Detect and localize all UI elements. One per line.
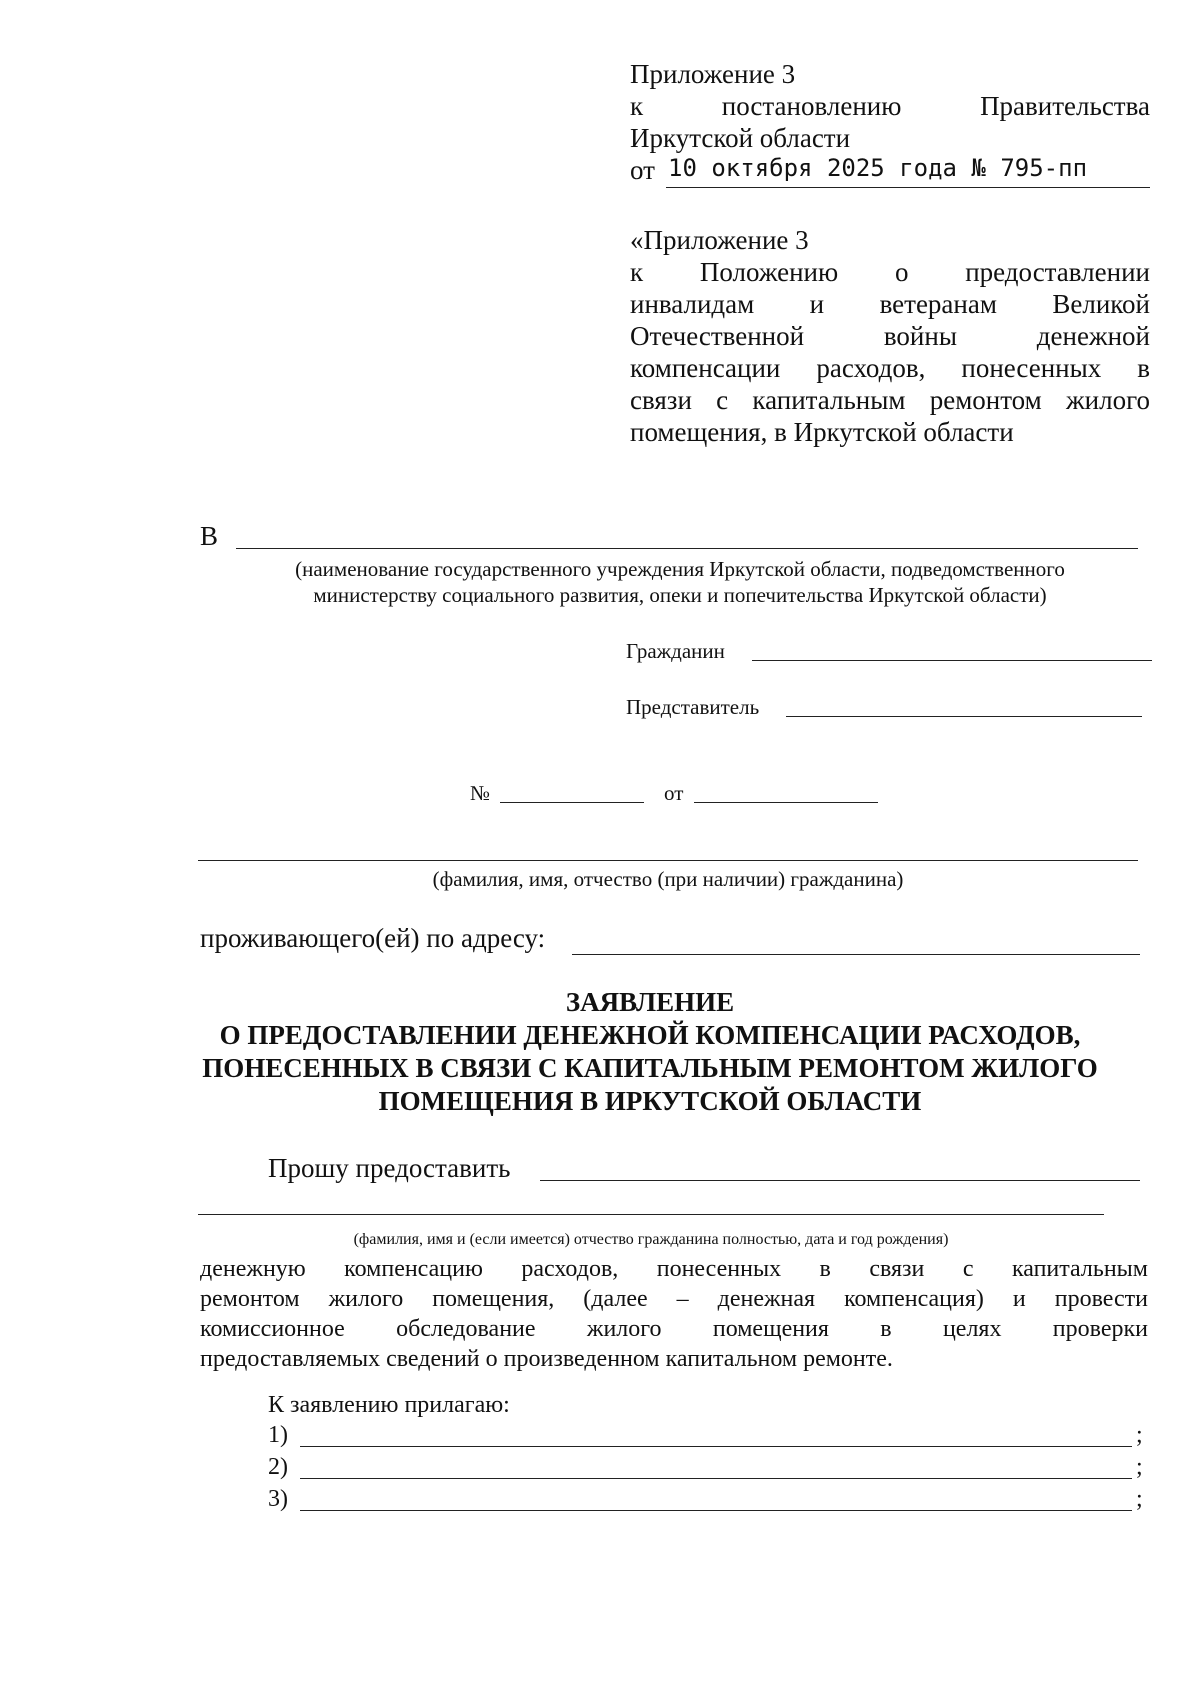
appendix-word: к xyxy=(630,91,644,121)
date-underline xyxy=(666,187,1150,188)
inner-line: инвалидам и ветеранам Великой xyxy=(630,289,1150,319)
request-hint: (фамилия, имя и (если имеется) отчество гражданина полностью, дата и год рождения) xyxy=(353,1231,949,1248)
request-field[interactable] xyxy=(540,1180,1140,1181)
fio-field[interactable] xyxy=(198,860,1138,861)
date-prefix: от xyxy=(630,155,655,185)
representative-label: Представитель xyxy=(626,695,760,719)
address-label: проживающего(ей) по адресу: xyxy=(200,923,546,953)
appendix-title: Приложение 3 xyxy=(630,59,796,89)
attachment-end: ; xyxy=(1136,1486,1143,1512)
appendix-word: Правительства xyxy=(980,91,1150,121)
from-label: от xyxy=(664,781,684,805)
request-label: Прошу предоставить xyxy=(268,1153,511,1183)
address-field[interactable] xyxy=(572,954,1140,955)
number-field[interactable] xyxy=(500,802,644,803)
addressee-hint-line: министерству социального развития, опеки и попечительства Иркутской области) xyxy=(313,583,1047,607)
appendix-line2 xyxy=(630,90,1150,122)
addressee-field[interactable] xyxy=(236,548,1138,549)
attachment-end: ; xyxy=(1136,1454,1143,1480)
attachment-field-1[interactable] xyxy=(300,1446,1132,1447)
appendix-date-row xyxy=(630,154,1150,188)
body-line: ремонтом жилого помещения, (далее – денежная компенсация) и провести xyxy=(200,1286,1148,1312)
addressee-prefix: В xyxy=(200,521,219,551)
inner-line: компенсации расходов, понесенных в xyxy=(630,353,1150,383)
citizen-field[interactable] xyxy=(752,660,1152,661)
number-label: № xyxy=(470,781,491,805)
body-line: денежную компенсацию расходов, понесенных в связи с капитальным xyxy=(200,1256,1148,1282)
attachment-field-2[interactable] xyxy=(300,1478,1132,1479)
body-line: комиссионное обследование жилого помещения в целях проверки xyxy=(200,1316,1148,1342)
addressee-hint-line: (наименование государственного учреждения Иркутской области, подведомственного xyxy=(295,557,1065,581)
title-line: О ПРЕДОСТАВЛЕНИИ ДЕНЕЖНОЙ КОМПЕНСАЦИИ РАСХОДОВ, xyxy=(219,1020,1081,1050)
representative-field[interactable] xyxy=(786,716,1142,717)
attachment-field-3[interactable] xyxy=(300,1510,1132,1511)
appendix-inner xyxy=(630,224,1150,448)
appendix-word: постановлению xyxy=(721,91,902,121)
fio-hint: (фамилия, имя, отчество (при наличии) гражданина) xyxy=(432,867,904,891)
date-field[interactable] xyxy=(694,802,878,803)
appendix-header xyxy=(630,58,1150,188)
title-line: ПОМЕЩЕНИЯ В ИРКУТСКОЙ ОБЛАСТИ xyxy=(378,1086,922,1116)
inner-line: Отечественной войны денежной xyxy=(630,321,1150,351)
inner-line: помещения, в Иркутской области xyxy=(630,417,1014,447)
inner-line: «Приложение 3 xyxy=(630,225,809,255)
attachment-number: 1) xyxy=(268,1422,288,1448)
inner-line: связи с капитальным ремонтом жилого xyxy=(630,385,1150,415)
date-value: 10 октября 2025 года № 795-пп xyxy=(668,154,1088,182)
request-field-2[interactable] xyxy=(198,1214,1104,1215)
statement-title xyxy=(150,986,1150,1118)
addressee-hint xyxy=(200,556,1160,608)
body-line: предоставляемых сведений о произведенном капитальном ремонте. xyxy=(200,1346,893,1372)
citizen-label: Гражданин xyxy=(626,639,725,663)
body-paragraph xyxy=(200,1254,1148,1374)
title-line: ПОНЕСЕННЫХ В СВЯЗИ С КАПИТАЛЬНЫМ РЕМОНТОМ ЖИЛОГО xyxy=(202,1053,1098,1083)
inner-line: к Положению о предоставлении xyxy=(630,257,1150,287)
appendix-line3: Иркутской области xyxy=(630,123,851,153)
attachments-label: К заявлению прилагаю: xyxy=(268,1392,510,1418)
attachment-number: 2) xyxy=(268,1454,288,1480)
attachment-end: ; xyxy=(1136,1422,1143,1448)
title-line: ЗАЯВЛЕНИЕ xyxy=(565,987,735,1017)
attachment-number: 3) xyxy=(268,1486,288,1512)
